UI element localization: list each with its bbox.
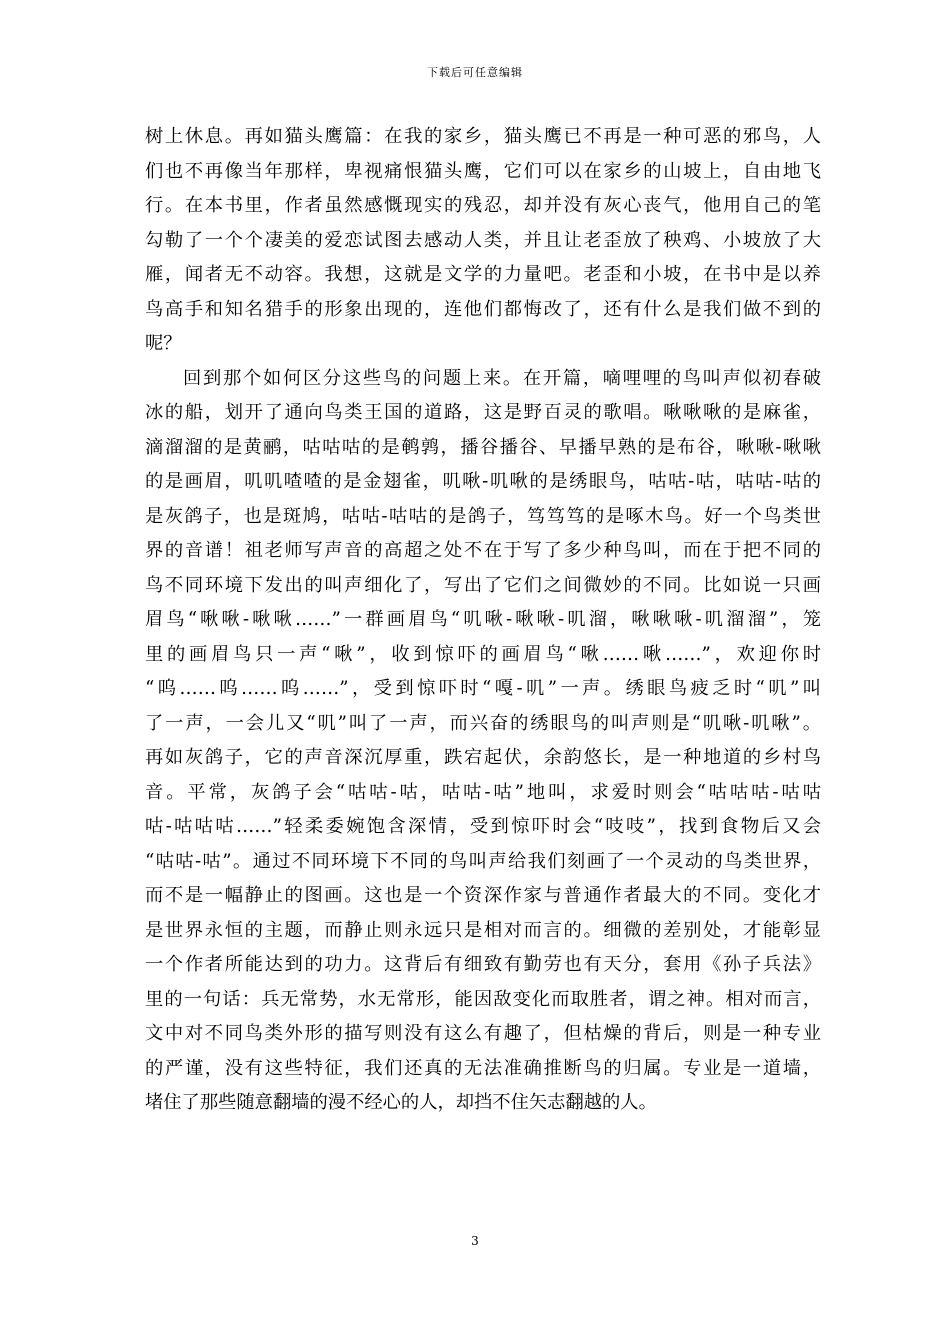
text-line: 鸟高手和知名猎手的形象出现的，连他们都悔改了，还有什么是我们做不到的	[145, 298, 821, 320]
text-line: 行。在本书里，作者虽然感慨现实的残忍，却并没有灰心丧气，他用自己的笔	[145, 195, 821, 216]
text-line: 的严谨，没有这些特征，我们还真的无法准确推断鸟的归属。专业是一道墙，	[145, 1057, 821, 1079]
text-line: 一个作者所能达到的功力。这背后有细致有勤劳也有天分，套用《孙子兵法》	[145, 954, 821, 975]
text-line: 们也不再像当年那样，卑视痛恨猫头鹰，它们可以在家乡的山坡上，自由地飞	[145, 160, 821, 182]
text-line: 里的一句话：兵无常势，水无常形，能因敌变化而取胜者，谓之神。相对而言，	[145, 988, 821, 1010]
text-line: 滴溜溜的是黄鹂，咕咕咕的是鹌鹑，播谷播谷、早播早熟的是布谷，啾啾-啾啾	[145, 436, 821, 458]
text-line: 咕-咕咕咕……”轻柔委婉饱含深情，受到惊吓时会“吱吱”，找到食物后又会	[145, 816, 821, 837]
page-header: 下载后可任意编辑	[427, 66, 523, 79]
text-line: “呜……呜……呜……”，受到惊吓时“嘎-叽”一声。绣眼鸟疲乏时“叽”叫	[145, 678, 821, 699]
text-line: 鸟不同环境下发出的叫声细化了，写出了它们之间微妙的不同。比如说一只画	[145, 574, 821, 596]
text-line: 是世界永恒的主题，而静止则永远只是相对而言的。细微的差别处，才能彰显	[145, 919, 821, 941]
text-line: 呢？	[145, 333, 182, 354]
text-line: 雁，闻者无不动容。我想，这就是文学的力量吧。老歪和小坡，在书中是以养	[145, 264, 821, 285]
paragraph	[145, 120, 821, 362]
text-line: 文中对不同鸟类外形的描写则没有这么有趣了，但枯燥的背后，则是一种专业	[145, 1023, 821, 1044]
text-line: 树上休息。再如猫头鹰篇：在我的家乡，猫头鹰已不再是一种可恶的邪鸟，人	[145, 126, 821, 147]
text-line: 而不是一幅静止的图画。这也是一个资深作家与普通作者最大的不同。变化才	[145, 885, 821, 906]
text-line: 音。平常，灰鸽子会“咕咕-咕，咕咕-咕”地叫，求爱时则会“咕咕咕-咕咕	[145, 781, 821, 803]
text-line: 冰的船，划开了通向鸟类王国的道路，这是野百灵的歌唱。啾啾啾的是麻雀，	[145, 402, 821, 423]
text-line: 回到那个如何区分这些鸟的问题上来。在开篇，嘀哩哩的鸟叫声似初春破	[183, 367, 821, 389]
document-body	[145, 120, 821, 1121]
text-line: 堵住了那些随意翻墙的漫不经心的人，却挡不住矢志翻越的人。	[145, 1092, 657, 1113]
text-line: 眉鸟“啾啾-啾啾……”一群画眉鸟“叽啾-啾啾-叽溜，啾啾啾-叽溜溜”，笼	[145, 609, 821, 630]
text-line: 是灰鸽子，也是斑鸠，咕咕-咕咕的是鸽子，笃笃笃的是啄木鸟。好一个鸟类世	[145, 505, 821, 527]
text-line: 再如灰鸽子，它的声音深沉厚重，跌宕起伏，余韵悠长，是一种地道的乡村鸟	[145, 747, 821, 768]
paragraph	[145, 362, 821, 1121]
text-line: 里的画眉鸟只一声“啾”，收到惊吓的画眉鸟“啾……啾……”，欢迎你时	[145, 643, 821, 665]
text-line: 界的音谱！祖老师写声音的高超之处不在于写了多少种鸟叫，而在于把不同的	[145, 540, 821, 561]
text-line: 了一声，一会儿又“叽”叫了一声，而兴奋的绣眼鸟的叫声则是“叽啾-叽啾”。	[145, 712, 821, 734]
page-number: 3	[471, 1234, 479, 1248]
text-line: 的是画眉，叽叽喳喳的是金翅雀，叽啾-叽啾的是绣眼鸟，咕咕-咕，咕咕-咕的	[145, 471, 821, 492]
text-line: “咕咕-咕”。通过不同环境下不同的鸟叫声给我们刻画了一个灵动的鸟类世界，	[145, 850, 821, 872]
text-line: 勾勒了一个个凄美的爱恋试图去感动人类，并且让老歪放了秧鸡、小坡放了大	[145, 229, 821, 251]
